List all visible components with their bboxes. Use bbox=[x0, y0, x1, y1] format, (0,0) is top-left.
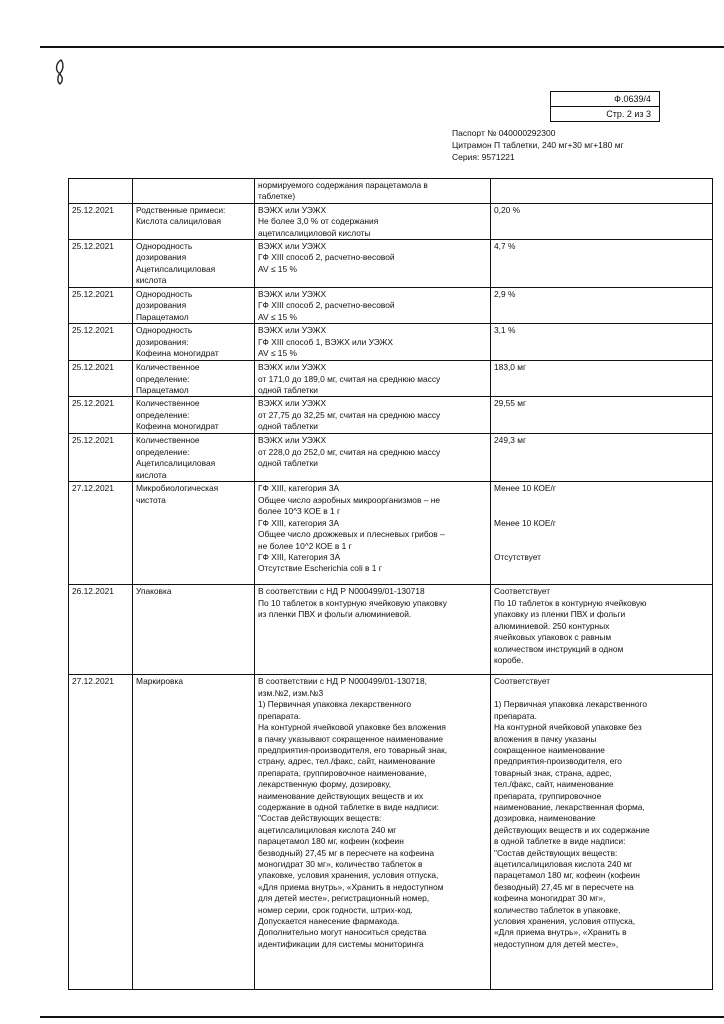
page-number: Стр. 2 из 3 bbox=[551, 106, 659, 121]
row-result: Соответствует 1) Первичная упаковка лекарственного препарата. На контурной ячейковой упаковке без вложения в пачку указаны сокращенное наименование предприятия-производителя, его товарный знак, страна, адрес, тел./факс, сайт, наименование препарата, группировочное наименование, лекарственная форма, дозировка, наименование действующих веществ и их содержание в одной таблетке в виде надписи: "Состав действующих веществ: ацетилсалициловая кислота 240 мг парацетамол 180 мг, кофеин (кофеин безводный) 27,45 мг в пересчете на кофеина моногидрат 30 мг», количество таблеток в упаковке, условия хранения, условия отпуска, «Для приема внутрь», «Хранить в недоступном для детей месте», bbox=[491, 675, 713, 990]
row-method-requirement: В соответствии с НД Р N000499/01-130718, изм.№2, изм.№3 1) Первичная упаковка лекарственного препарата. На контурной ячейковой упаковке без вложения в пачку указывают сокращенное наименование предприятия-производителя, его товарный знак, страну, адрес, тел./факс, сайт, наименование препарата, группировочное наименование, лекарственную форму, дозировку, наименование действующих веществ и их содержание в одной таблетке в виде надписи: "Состав действующих веществ: ацетилсалициловая кислота 240 мг парацетамол 180 мг, кофеин (кофеин безводный) 27,45 мг в пересчете на кофеина моногидрат 30 мг», количество таблеток в упаковке, условия хранения, условия отпуска, «Для приема внутрь», «Хранить в недоступном для детей месте», регистрационный номер, номер серии, срок годности, штрих-код. Допускается нанесение фармакода. Дополнительно могут наноситься средства идентификации для системы мониторинга bbox=[255, 675, 491, 990]
series-number: Серия: 9571221 bbox=[452, 152, 515, 162]
table-row bbox=[69, 361, 713, 397]
bottom-scan-edge bbox=[40, 1016, 724, 1018]
top-scan-edge bbox=[40, 46, 724, 48]
row-test-name: Микробиологическая чистота bbox=[133, 482, 255, 585]
row-method-requirement: ВЭЖХ или УЭЖХ ГФ XIII способ 2, расчетно-весовой AV ≤ 15 % bbox=[255, 288, 491, 324]
row-method-requirement: ВЭЖХ или УЭЖХ от 171,0 до 189,0 мг, считая на среднюю массу одной таблетки bbox=[255, 361, 491, 397]
table-row bbox=[69, 324, 713, 361]
row-result: 249,3 мг bbox=[491, 434, 713, 482]
passport-number: Паспорт № 040000292300 bbox=[452, 128, 556, 138]
row-result: Менее 10 КОЕ/г Менее 10 КОЕ/г Отсутствует bbox=[491, 482, 713, 585]
row-method-requirement: ВЭЖХ или УЭЖХ от 228,0 до 252,0 мг, считая на среднюю массу одной таблетки bbox=[255, 434, 491, 482]
row-date: 25.12.2021 bbox=[69, 240, 133, 288]
row-result: 183,0 мг bbox=[491, 361, 713, 397]
handwritten-mark bbox=[52, 58, 68, 86]
row-result: 2,9 % bbox=[491, 288, 713, 324]
row-date: 25.12.2021 bbox=[69, 288, 133, 324]
row-test-name: Однородность дозирования Ацетилсалициловая кислота bbox=[133, 240, 255, 288]
table-row bbox=[69, 675, 713, 990]
table-row bbox=[69, 585, 713, 675]
table-row bbox=[69, 179, 713, 204]
row-test-name: Количественное определение: Парацетамол bbox=[133, 361, 255, 397]
row-method-requirement: В соответствии с НД Р N000499/01-130718 По 10 таблеток в контурную ячейковую упаковку из пленки ПВХ и фольги алюминиевой. bbox=[255, 585, 491, 675]
form-code-box bbox=[550, 91, 660, 122]
row-test-name bbox=[133, 179, 255, 204]
row-date: 25.12.2021 bbox=[69, 324, 133, 361]
quality-results-table bbox=[68, 178, 713, 990]
row-result: 29,55 мг bbox=[491, 397, 713, 434]
row-date: 26.12.2021 bbox=[69, 585, 133, 675]
form-code: Ф.0639/4 bbox=[614, 94, 651, 104]
row-test-name: Родственные примеси: Кислота салициловая bbox=[133, 203, 255, 239]
row-test-name: Количественное определение: Кофеина моногидрат bbox=[133, 397, 255, 434]
row-date bbox=[69, 179, 133, 204]
row-method-requirement: ВЭЖХ или УЭЖХ от 27,75 до 32,25 мг, считая на среднюю массу одной таблетки bbox=[255, 397, 491, 434]
row-date: 27.12.2021 bbox=[69, 482, 133, 585]
row-result: 4,7 % bbox=[491, 240, 713, 288]
table-row bbox=[69, 397, 713, 434]
row-method-requirement: нормируемого содержания парацетамола в таблетке) bbox=[255, 179, 491, 204]
table-row bbox=[69, 240, 713, 288]
row-date: 25.12.2021 bbox=[69, 434, 133, 482]
row-test-name: Однородность дозирования: Кофеина моногидрат bbox=[133, 324, 255, 361]
row-date: 25.12.2021 bbox=[69, 203, 133, 239]
table-row bbox=[69, 482, 713, 585]
row-method-requirement: ГФ XIII, категория 3А Общее число аэробных микроорганизмов – не более 10^3 КОЕ в 1 г ГФ XIII, категория 3А Общее число дрожжевых и плесневых грибов – не более 10^2 КОЕ в 1 г ГФ XIII, Категория 3А Отсутствие Escherichia coli в 1 г bbox=[255, 482, 491, 585]
row-method-requirement: ВЭЖХ или УЭЖХ ГФ XIII способ 1, ВЭЖХ или УЭЖХ AV ≤ 15 % bbox=[255, 324, 491, 361]
row-result: Соответствует По 10 таблеток в контурную ячейковую упаковку из пленки ПВХ и фольги алюминиевой. 250 контурных ячейковых упаковок с равным количеством инструкций в одном коробе. bbox=[491, 585, 713, 675]
row-test-name: Маркировка bbox=[133, 675, 255, 990]
row-test-name: Упаковка bbox=[133, 585, 255, 675]
row-result bbox=[491, 179, 713, 204]
row-test-name: Однородность дозирования Парацетамол bbox=[133, 288, 255, 324]
table-row bbox=[69, 434, 713, 482]
row-date: 27.12.2021 bbox=[69, 675, 133, 990]
product-name: Цитрамон П таблетки, 240 мг+30 мг+180 мг bbox=[452, 140, 624, 150]
row-method-requirement: ВЭЖХ или УЭЖХ ГФ XIII способ 2, расчетно-весовой AV ≤ 15 % bbox=[255, 240, 491, 288]
table-row bbox=[69, 203, 713, 239]
row-result: 3,1 % bbox=[491, 324, 713, 361]
row-result: 0,20 % bbox=[491, 203, 713, 239]
row-test-name: Количественное определение: Ацетилсалициловая кислота bbox=[133, 434, 255, 482]
row-date: 25.12.2021 bbox=[69, 361, 133, 397]
table-row bbox=[69, 288, 713, 324]
row-date: 25.12.2021 bbox=[69, 397, 133, 434]
row-method-requirement: ВЭЖХ или УЭЖХ Не более 3,0 % от содержания ацетилсалициловой кислоты bbox=[255, 203, 491, 239]
passport-info bbox=[452, 127, 624, 163]
